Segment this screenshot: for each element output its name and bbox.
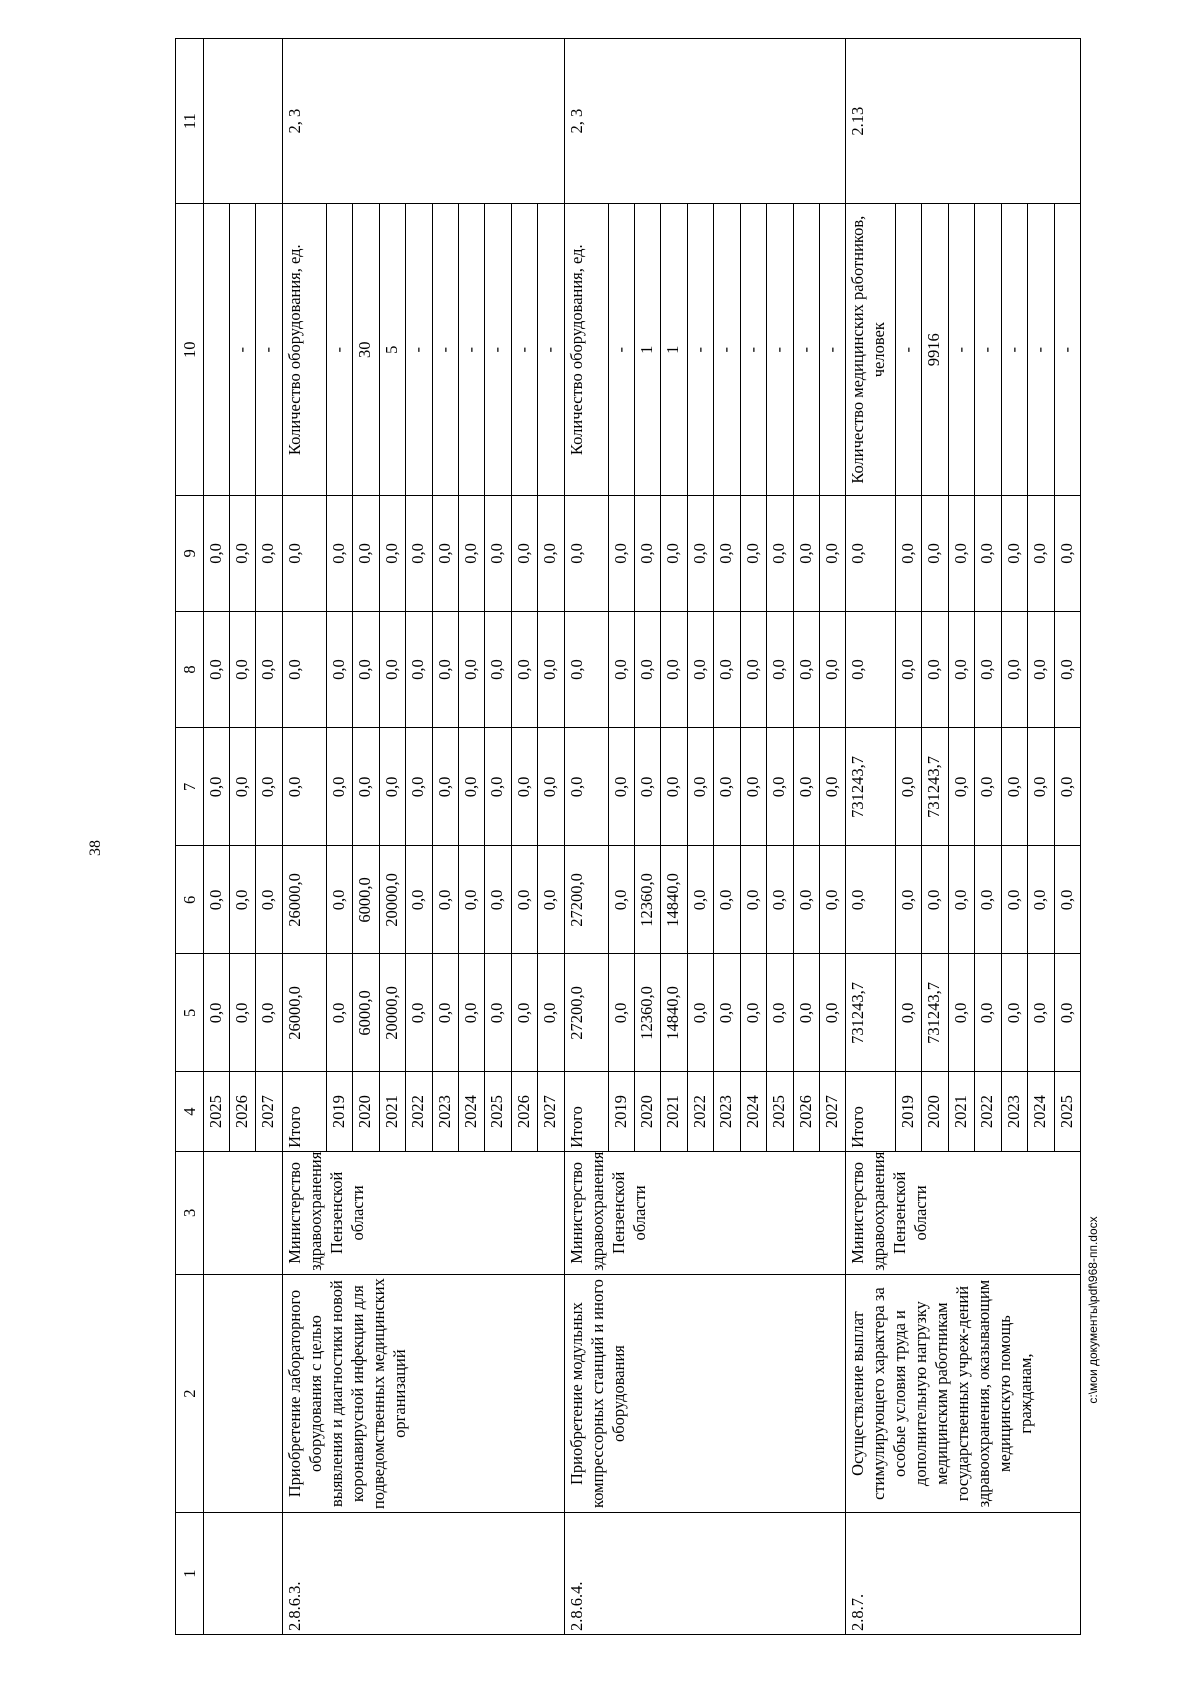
cell-year: 2027 [820,1072,846,1151]
cell-c9: 0,0 [820,496,846,612]
cell-year: 2021 [948,1072,974,1151]
cell-c6: 0,0 [326,846,352,954]
cell-c7: 0,0 [229,728,255,846]
cell-c5: 0,0 [895,954,921,1072]
cell-c6: 0,0 [767,846,793,954]
table-row [564,39,608,1635]
section-indicator: Количество медицинских работников, человек [846,204,896,496]
cell-c10: - [1028,204,1054,496]
cell-year: 2026 [229,1072,255,1151]
cell-c9: 0,0 [379,496,405,612]
cell-c5: 0,0 [203,954,229,1072]
cell-c8: 0,0 [661,611,687,728]
cell-c10: - [1001,204,1027,496]
cell-c5: 0,0 [229,954,255,1072]
cell-c7: 0,0 [714,728,740,846]
cell-c6: 0,0 [406,846,432,954]
cell-c6: 0,0 [1028,846,1054,954]
cell-year: 2019 [326,1072,352,1151]
cell-c8: 0,0 [820,611,846,728]
cell-c6: 26000,0 [282,846,326,954]
cell-c7: 0,0 [975,728,1001,846]
cell-c9: 0,0 [714,496,740,612]
column-header-4: 4 [176,1072,204,1151]
cell-c5: 0,0 [485,954,511,1072]
cell-c7: 0,0 [564,728,608,846]
section-ref: 2.13 [846,39,1081,204]
cell-c6: 0,0 [203,846,229,954]
cell-c8: 0,0 [922,611,948,728]
cell-c6: 0,0 [432,846,458,954]
cell-c6: 0,0 [485,846,511,954]
cell-c9: 0,0 [564,496,608,612]
cell-year: 2024 [1028,1072,1054,1151]
cell-c7: 0,0 [406,728,432,846]
section-indicator [203,204,229,496]
cell-c5: 0,0 [1054,954,1081,1072]
cell-c7: 0,0 [256,728,282,846]
cell-year: 2024 [458,1072,484,1151]
cell-c8: 0,0 [485,611,511,728]
cell-c7: 0,0 [661,728,687,846]
cell-c9: 0,0 [767,496,793,612]
section-name: Приобретение модульных компрессорных станций и иного оборудования [564,1274,846,1512]
cell-c8: 0,0 [1054,611,1081,728]
cell-c9: 0,0 [948,496,974,612]
cell-c5: 6000,0 [353,954,379,1072]
cell-c10: - [511,204,537,496]
section-ref [203,39,282,204]
header-row [176,39,204,1635]
cell-c8: 0,0 [538,611,564,728]
cell-c5: 0,0 [458,954,484,1072]
cell-c6: 0,0 [714,846,740,954]
cell-c5: 0,0 [793,954,819,1072]
cell-c6: 0,0 [740,846,766,954]
cell-c7: 0,0 [538,728,564,846]
cell-c10: - [793,204,819,496]
rotated-table-container [175,38,1081,1635]
cell-c8: 0,0 [326,611,352,728]
cell-c10: - [740,204,766,496]
cell-year: 2023 [1001,1072,1027,1151]
cell-c7: 0,0 [740,728,766,846]
cell-c10: - [608,204,634,496]
cell-c9: 0,0 [282,496,326,612]
cell-c6: 20000,0 [379,846,405,954]
cell-c9: 0,0 [229,496,255,612]
cell-c9: 0,0 [511,496,537,612]
cell-year: 2025 [767,1072,793,1151]
column-header-10: 10 [176,204,204,496]
section-executor: Министерство здравоохранения Пензенской области [846,1151,1081,1274]
cell-c9: 0,0 [1054,496,1081,612]
cell-c7: 731243,7 [922,728,948,846]
cell-c6: 0,0 [846,846,896,954]
section-executor: Министерство здравоохранения Пензенской области [564,1151,846,1274]
cell-c9: 0,0 [485,496,511,612]
section-executor [203,1151,282,1274]
cell-c8: 0,0 [740,611,766,728]
cell-c5: 0,0 [687,954,713,1072]
cell-c5: 0,0 [406,954,432,1072]
cell-c7: 0,0 [379,728,405,846]
cell-year: 2020 [353,1072,379,1151]
section-executor: Министерство здравоохранения Пензенской области [282,1151,564,1274]
cell-c5: 12360,0 [635,954,661,1072]
cell-c9: 0,0 [1001,496,1027,612]
column-header-5: 5 [176,954,204,1072]
cell-c6: 0,0 [793,846,819,954]
cell-c5: 0,0 [1001,954,1027,1072]
cell-c7: 0,0 [203,728,229,846]
cell-c10: - [326,204,352,496]
cell-c7: 0,0 [895,728,921,846]
section-name [203,1274,282,1512]
column-header-8: 8 [176,611,204,728]
cell-year: 2022 [406,1072,432,1151]
cell-c9: 0,0 [846,496,896,612]
cell-c6: 0,0 [229,846,255,954]
cell-year: 2021 [379,1072,405,1151]
cell-year: Итого [564,1072,608,1151]
cell-c10: - [1054,204,1081,496]
cell-c7: 0,0 [948,728,974,846]
cell-c5: 0,0 [948,954,974,1072]
cell-c10: - [767,204,793,496]
cell-c7: 0,0 [485,728,511,846]
cell-c9: 0,0 [740,496,766,612]
section-name: Осуществление выплат стимулирующего характера за особые условия труда и дополнительную нагрузку медицинским работникам государственных учреж-дений здравоохранения, оказывающим медицинскую помощь гражданам, [846,1274,1081,1512]
cell-c10: - [485,204,511,496]
cell-year: 2022 [975,1072,1001,1151]
cell-year: 2027 [256,1072,282,1151]
cell-c8: 0,0 [432,611,458,728]
cell-c8: 0,0 [353,611,379,728]
cell-c6: 0,0 [1054,846,1081,954]
cell-c8: 0,0 [895,611,921,728]
cell-c8: 0,0 [256,611,282,728]
cell-c10: - [538,204,564,496]
cell-c8: 0,0 [846,611,896,728]
cell-c7: 731243,7 [846,728,896,846]
cell-c8: 0,0 [379,611,405,728]
cell-c6: 0,0 [538,846,564,954]
cell-year: 2023 [432,1072,458,1151]
cell-c8: 0,0 [975,611,1001,728]
section-name: Приобретение лабораторного оборудования с целью выявления и диагностики новой коронавирусной инфекции для подведомственных медицинских организаций [282,1274,564,1512]
cell-c5: 0,0 [975,954,1001,1072]
cell-year: 2021 [661,1072,687,1151]
cell-c9: 0,0 [895,496,921,612]
cell-c9: 0,0 [635,496,661,612]
budget-table [175,38,1081,1635]
cell-c6: 0,0 [511,846,537,954]
column-header-7: 7 [176,728,204,846]
cell-year: 2026 [793,1072,819,1151]
section-ref: 2, 3 [564,39,846,204]
cell-c9: 0,0 [406,496,432,612]
table-row [203,39,229,1635]
cell-c7: 0,0 [458,728,484,846]
cell-c5: 0,0 [256,954,282,1072]
cell-c5: 0,0 [820,954,846,1072]
cell-year: 2022 [687,1072,713,1151]
cell-c6: 0,0 [820,846,846,954]
cell-c5: 0,0 [1028,954,1054,1072]
cell-c7: 0,0 [1054,728,1081,846]
cell-c5: 731243,7 [846,954,896,1072]
cell-year: 2020 [922,1072,948,1151]
cell-c5: 731243,7 [922,954,948,1072]
cell-c9: 0,0 [975,496,1001,612]
cell-c8: 0,0 [767,611,793,728]
cell-c9: 0,0 [458,496,484,612]
cell-c7: 0,0 [687,728,713,846]
cell-c10: 9916 [922,204,948,496]
cell-c7: 0,0 [1001,728,1027,846]
cell-c8: 0,0 [635,611,661,728]
cell-year: Итого [282,1072,326,1151]
cell-c8: 0,0 [948,611,974,728]
cell-year: 2019 [895,1072,921,1151]
cell-c5: 26000,0 [282,954,326,1072]
cell-year: 2020 [635,1072,661,1151]
cell-c5: 0,0 [511,954,537,1072]
cell-c6: 0,0 [1001,846,1027,954]
cell-c10: 1 [635,204,661,496]
cell-c6: 27200,0 [564,846,608,954]
cell-c6: 0,0 [256,846,282,954]
cell-c7: 0,0 [1028,728,1054,846]
cell-c8: 0,0 [1028,611,1054,728]
cell-c10: - [406,204,432,496]
cell-c5: 14840,0 [661,954,687,1072]
cell-c5: 0,0 [740,954,766,1072]
column-header-6: 6 [176,846,204,954]
cell-year: Итого [846,1072,896,1151]
cell-c8: 0,0 [458,611,484,728]
column-header-11: 11 [176,39,204,204]
cell-c6: 0,0 [458,846,484,954]
cell-c10: - [895,204,921,496]
column-header-3: 3 [176,1151,204,1274]
cell-c9: 0,0 [203,496,229,612]
cell-c8: 0,0 [511,611,537,728]
cell-c10: 1 [661,204,687,496]
cell-c8: 0,0 [687,611,713,728]
cell-c10: 30 [353,204,379,496]
cell-c7: 0,0 [793,728,819,846]
cell-c10: - [458,204,484,496]
footer-file-path: c:\мои документы\pdf\968-пп.docx [1086,1216,1100,1404]
cell-c8: 0,0 [608,611,634,728]
cell-c9: 0,0 [793,496,819,612]
column-header-1: 1 [176,1513,204,1635]
cell-year: 2026 [511,1072,537,1151]
section-indicator: Количество оборудования, ед. [282,204,326,496]
cell-c7: 0,0 [511,728,537,846]
cell-c10: - [687,204,713,496]
section-code: 2.8.6.4. [564,1513,846,1635]
cell-c5: 27200,0 [564,954,608,1072]
section-indicator: Количество оборудования, ед. [564,204,608,496]
cell-c5: 0,0 [608,954,634,1072]
cell-c7: 0,0 [353,728,379,846]
cell-c6: 0,0 [922,846,948,954]
cell-c5: 0,0 [767,954,793,1072]
cell-year: 2025 [203,1072,229,1151]
cell-c8: 0,0 [564,611,608,728]
cell-c5: 0,0 [326,954,352,1072]
cell-year: 2025 [485,1072,511,1151]
cell-c10: - [256,204,282,496]
cell-c7: 0,0 [820,728,846,846]
cell-year: 2019 [608,1072,634,1151]
cell-c6: 0,0 [895,846,921,954]
cell-year: 2027 [538,1072,564,1151]
cell-c7: 0,0 [326,728,352,846]
cell-c10: - [975,204,1001,496]
section-code: 2.8.7. [846,1513,1081,1635]
cell-c5: 0,0 [432,954,458,1072]
section-code: 2.8.6.3. [282,1513,564,1635]
cell-c9: 0,0 [661,496,687,612]
cell-c6: 12360,0 [635,846,661,954]
table-body [176,39,1081,1635]
cell-c9: 0,0 [1028,496,1054,612]
cell-c10: - [229,204,255,496]
cell-c8: 0,0 [714,611,740,728]
column-header-9: 9 [176,496,204,612]
cell-c10: 5 [379,204,405,496]
cell-c5: 0,0 [714,954,740,1072]
cell-c9: 0,0 [353,496,379,612]
section-code [203,1513,282,1635]
cell-c7: 0,0 [635,728,661,846]
cell-c9: 0,0 [608,496,634,612]
cell-c8: 0,0 [203,611,229,728]
cell-c6: 6000,0 [353,846,379,954]
cell-c7: 0,0 [282,728,326,846]
cell-year: 2025 [1054,1072,1081,1151]
cell-c10: - [820,204,846,496]
cell-c9: 0,0 [922,496,948,612]
cell-c8: 0,0 [282,611,326,728]
page-number: 38 [87,840,104,856]
cell-c9: 0,0 [538,496,564,612]
cell-c6: 0,0 [608,846,634,954]
table-row [282,39,326,1635]
cell-year: 2023 [714,1072,740,1151]
cell-c6: 14840,0 [661,846,687,954]
cell-c6: 0,0 [687,846,713,954]
cell-c6: 0,0 [975,846,1001,954]
cell-c5: 20000,0 [379,954,405,1072]
cell-c9: 0,0 [687,496,713,612]
cell-c10: - [948,204,974,496]
table-row [846,39,896,1635]
cell-c9: 0,0 [326,496,352,612]
cell-c8: 0,0 [406,611,432,728]
cell-c8: 0,0 [229,611,255,728]
section-ref: 2, 3 [282,39,564,204]
cell-c9: 0,0 [432,496,458,612]
cell-c9: 0,0 [256,496,282,612]
cell-c7: 0,0 [432,728,458,846]
cell-c7: 0,0 [608,728,634,846]
cell-year: 2024 [740,1072,766,1151]
cell-c8: 0,0 [793,611,819,728]
cell-c8: 0,0 [1001,611,1027,728]
cell-c5: 0,0 [538,954,564,1072]
column-header-2: 2 [176,1274,204,1512]
cell-c10: - [432,204,458,496]
cell-c6: 0,0 [948,846,974,954]
cell-c10: - [714,204,740,496]
cell-c7: 0,0 [767,728,793,846]
